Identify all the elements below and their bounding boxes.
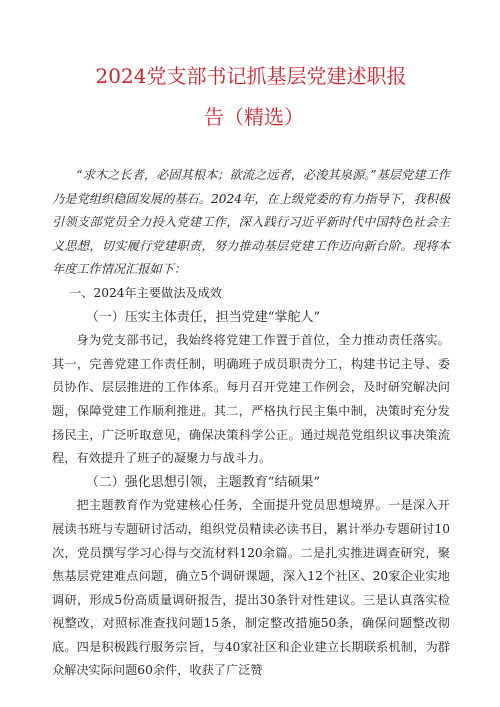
body-paragraph-1: 身为党支部书记，我始终将党建工作置于首位，全力推动责任落实。其一，完善党建工作责任制，明确班子成员职责分工，构建书记主导、委员协作、层层推进的工作体系。每月召开党建工作例会，及时研究解决问题，保障党建工作顺利推进。其二，严格执行民主集中制，决策时充分发扬民主，广泛听取意见，确保决策科学公正。通过规范党组织议事决策流程，有效提升了班子的凝聚力与战斗力。 [52, 333, 450, 466]
body-paragraph-2: 把主题教育作为党建核心任务，全面提升党员思想境界。一是深入开展读书班与专题研讨活动，组织党员精读必读书目，累计举办专题研讨10次，党员撰写学习心得与交流材料120余篇。二是扎实推进调查研究，聚焦基层党建难点问题，确立5个调研课题，深入12个社区、20家企业实地调研，形成5份高质量调研报告，提出30条针对性建议。三是认真落实检视整改，对照标准查找问题15条，制定整改措施50条，确保问题整改彻底。四是积极践行服务宗旨，与40家社区和企业建立长期联系机制，为群众解决实际问题60余件，收获了广泛赞 [52, 498, 450, 678]
subsection-heading-1: （一）压实主体责任，担当党建“掌舵人” [85, 309, 321, 325]
section-heading: 一、2024年主要做法及成效 [69, 285, 222, 300]
title-line-1: 2024党支部书记抓基层党建述职报 [95, 64, 407, 88]
subsection-heading-2: （二）强化思想引领，主题教育“结硕果” [85, 474, 321, 490]
title-line-2: 告（精选） [204, 105, 304, 129]
document-title [52, 56, 450, 138]
intro-paragraph: “求木之长者，必固其根本；欲流之远者，必浚其泉源。”基层党建工作乃是党组织稳固发展的基石。2024年，在上级党委的有力指导下，我积极引领支部党员全力投入党建工作，深入践行习近平新时代中国特色社会主义思想，切实履行党建职责，努力推动基层党建工作迈向新台阶。现将本年度工作情况汇报如下： [52, 168, 450, 277]
document-body [52, 164, 450, 683]
